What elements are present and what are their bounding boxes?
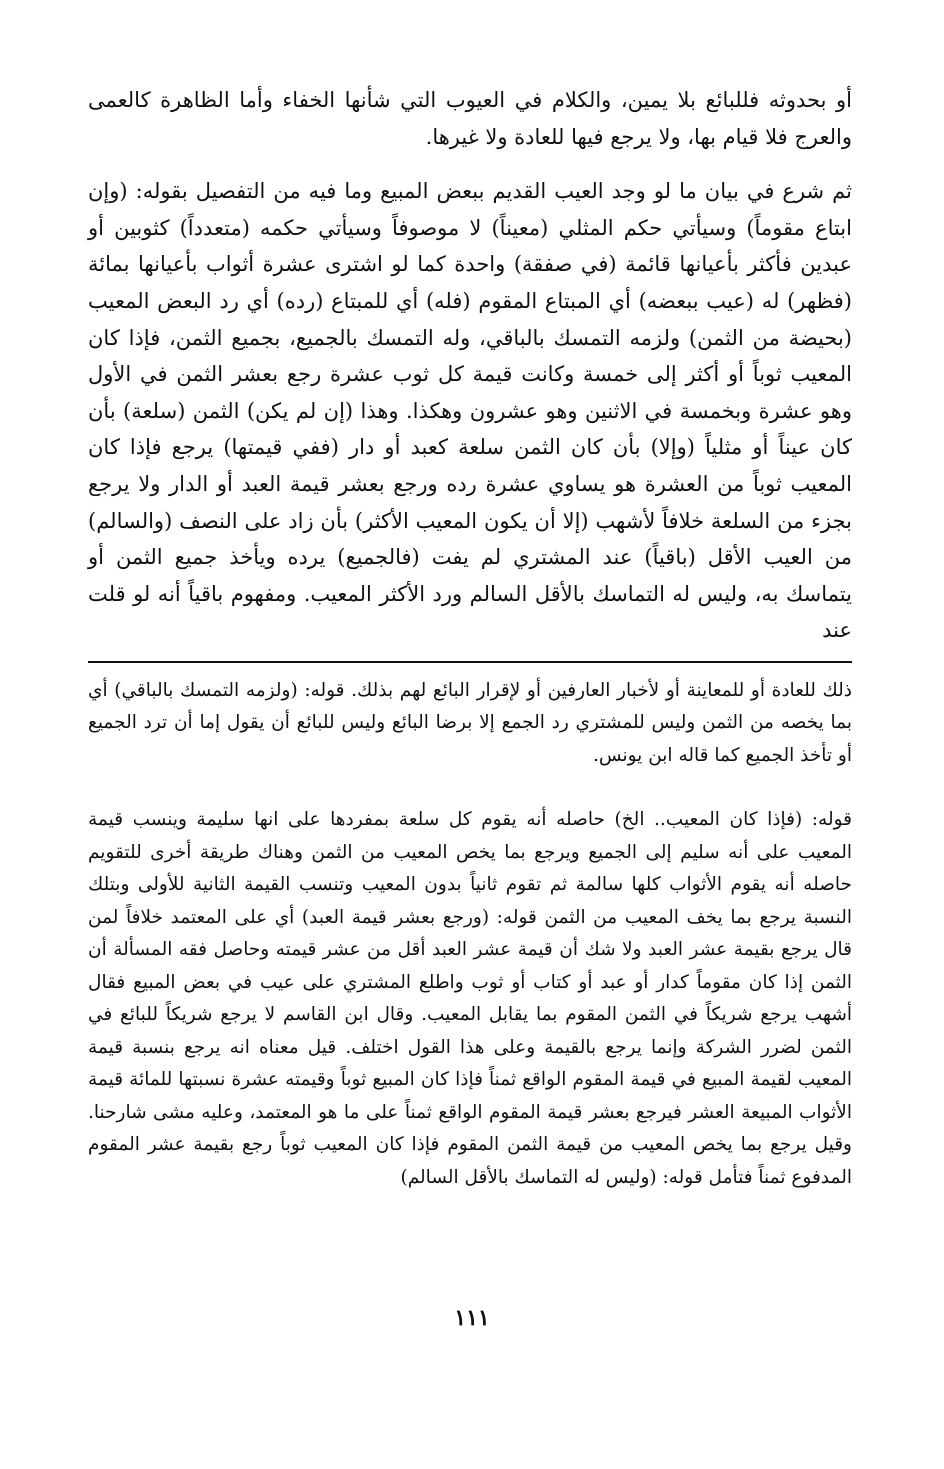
footnote-paragraph-2: قوله: (فإذا كان المعيب.. الخ) حاصله أنه يقوم كل سلعة بمفردها على انها سليمة وينسب قيمة المعيب على أنه سليم إلى الجميع ويرجع بما يخص المعيب من الثمن وهناك طريقة أخرى للتقويم حاصله أنه يقوم الأثواب كلها سالمة ثم تقوم ثانياً بدون المعيب وتنسب القيمة الثانية للأولى وبتلك النسبة يرجع بما يخف المعيب من الثمن قوله: (ورجع بعشر قيمة العبد) أي على المعتمد خلافاً لمن قال يرجع بقيمة عشر العبد ولا شك أن قيمة عشر العبد أقل من عشر قيمته وحاصل فقه المسألة أن الثمن إذا كان مقوماً كدار أو عبد أو كتاب أو ثوب واطلع المشتري على عيب في بعض المبيع فقال أشهب يرجع شريكاً في الثمن المقوم بما يقابل المعيب. وقال ابن القاسم لا يرجع شريكاً للبائع في الثمن لضرر الشركة وإنما يرجع بالقيمة وعلى هذا القول اختلف. قيل معناه انه يرجع بنسبة قيمة المعيب لقيمة المبيع في قيمة المقوم الواقع ثمناً فإذا كان المبيع ثوباً وقيمته عشرة نسبتها للمائة قيمة الأثواب المبيعة العشر فيرجع بعشر قيمة المقوم الواقع ثمناً على ما هو المعتمد، وعليه مشى شارحنا. وقيل يرجع بما يخص المعيب من قيمة الثمن المقوم فإذا كان المعيب ثوباً رجع بقيمة عشر المقوم المدفوع ثمناً فتأمل قوله: (وليس له التماسك بالأقل السالم) [88, 809, 852, 1188]
footnote-block [88, 675, 852, 1195]
page-number: ١١١ [454, 1305, 490, 1331]
footnote-paragraph-1: ذلك للعادة أو للمعاينة أو لأخبار العارفين أو لإقرار البائع لهم بذلك. قوله: (ولزمه التمسك بالباقي) أي بما يخصه من الثمن وليس للمشتري رد الجمع إلا برضا البائع وليس للبائع أن يقول إما أن ترد الجميع أو تأخذ الجميع كما قاله ابن يونس. [88, 679, 852, 766]
footnote-divider [88, 661, 852, 663]
main-paragraph-1: أو بحدوثه فللبائع بلا يمين، والكلام في العيوب التي شأنها الخفاء وأما الظاهرة كالعمى والعرج فلا قيام بها، ولا يرجع فيها للعادة ولا غيرها. [88, 88, 852, 149]
main-text-block [88, 82, 852, 649]
main-paragraph-2: ثم شرع في بيان ما لو وجد العيب القديم ببعض المبيع وما فيه من التفصيل بقوله: (وإن ابتاع مقوماً) وسيأتي حكم المثلي (معيناً) لا موصوفاً وسيأتي حكمه (متعدداً) كثوبين أو عبدين فأكثر بأعيانها قائمة (في صفقة) واحدة كما لو اشترى عشرة أثواب بأعيانها بمائة (فظهر) له (عيب ببعضه) أي المبتاع المقوم (فله) أي للمبتاع (رده) أي رد البعض المعيب (بحيضة من الثمن) ولزمه التمسك بالباقي، وله التمسك بالجميع، بجميع الثمن، فإذا كان المعيب ثوباً أو أكثر إلى خمسة وكانت قيمة كل ثوب عشرة رجع بعشر الثمن في الأول وهو عشرة وبخمسة في الاثنين وهو عشرون وهكذا. وهذا (إن لم يكن) الثمن (سلعة) بأن كان عيناً أو مثلياً (وإلا) بأن كان الثمن سلعة كعبد أو دار (ففي قيمتها) يرجع فإذا كان المعيب ثوباً من العشرة هو يساوي عشرة رده ورجع بعشر قيمة العبد أو الدار ولا يرجع بجزء من السلعة خلافاً لأشهب (إلا أن يكون المعيب الأكثر) بأن زاد على النصف (والسالم) من العيب الأقل (باقياً) عند المشتري لم يفت (فالجميع) يرده ويأخذ جميع الثمن أو يتماسك به، وليس له التماسك بالأقل السالم ورد الأكثر المعيب. ومفهوم باقياً أنه لو قلت عند [88, 179, 852, 643]
book-page [88, 82, 852, 1194]
